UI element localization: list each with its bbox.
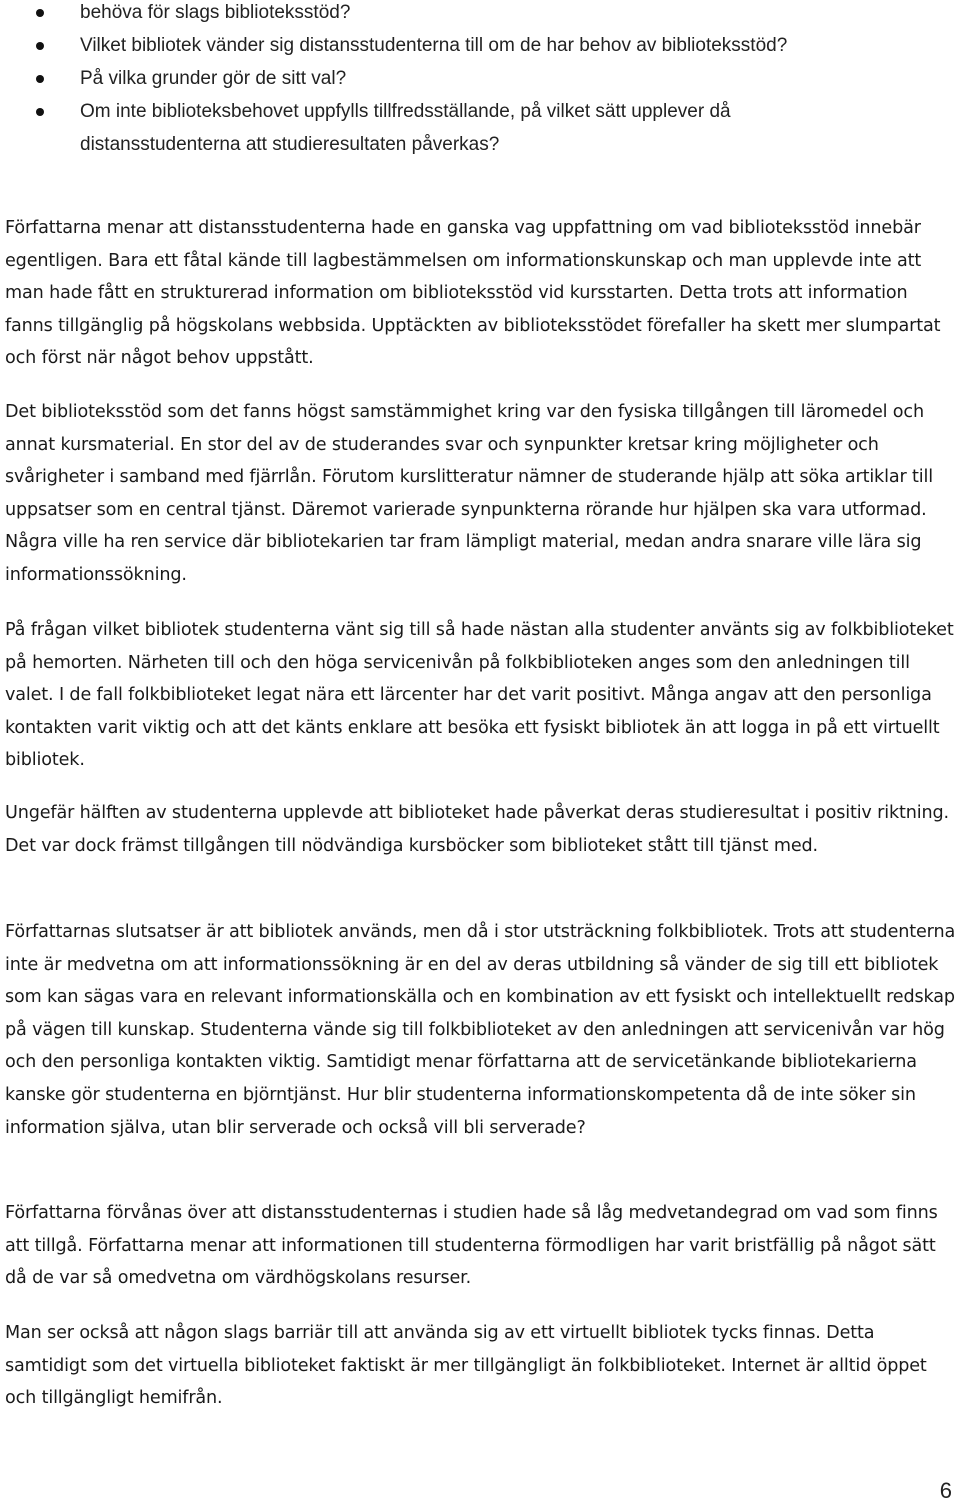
list-item-text: behöva för slags biblioteksstöd? bbox=[80, 2, 351, 23]
bullet-icon bbox=[36, 9, 44, 17]
list-item bbox=[0, 29, 960, 62]
list-item-text: På vilka grunder gör de sitt val? bbox=[80, 68, 347, 89]
bullet-icon bbox=[36, 108, 44, 116]
paragraph: Författarna menar att distansstudenterna hade en ganska vag uppfattning om vad biblioteksstöd innebär egentligen. Bara ett fåtal kände till lagbestämmelsen om informationskunskap och man upplevde inte att man hade fått en strukturerad information om biblioteksstöd vid kursstarten. Detta trots att information fanns tillgänglig på högskolans webbsida. Upptäckten av biblioteksstödet förefaller ha skett mer slumpartat och först när något behov uppstått. bbox=[5, 218, 941, 369]
list-item bbox=[0, 95, 940, 161]
bullet-icon bbox=[36, 42, 44, 50]
paragraph: Författarnas slutsatser är att bibliotek används, men då i stor utsträckning folkbibliotek. Trots att studenterna inte är medvetna om att informationssökning är en del av deras utbildning så vänder de sig till ett bibliotek som kan sägas vara en relevant informationskälla och en kombination av ett fysiskt och intellektuellt redskap på vägen till kunskap. Studenterna vände sig till folkbiblioteket av den anledningen att servicenivån var hög och den personliga kontakten viktig. Samtidigt menar författarna att de servicetänkande bibliotekarierna kanske gör studenterna en björntjänst. Hur blir studenterna informationskompetenta då de inte söker sin information själva, utan blir serverade och också vill bli serverade? bbox=[5, 922, 956, 1138]
question-list bbox=[0, 0, 960, 161]
paragraph: Det biblioteksstöd som det fanns högst samstämmighet kring var den fysiska tillgången till läromedel och annat kursmaterial. En stor del av de studerandes svar och synpunkter kretsar kring möjligheter och svårigheter i samband med fjärrlån. Förutom kurslitteratur nämner de studerande hjälp att söka artiklar till uppsatser som en central tjänst. Däremot varierade synpunkterna rörande hur hjälpen ska vara utformad. Några ville ha ren service där bibliotekarien tar fram lämpligt material, medan andra snarare ville lära sig informationssökning. bbox=[5, 402, 933, 585]
page-number: 6 bbox=[939, 1478, 952, 1503]
list-item-text: Vilket bibliotek vänder sig distansstudenterna till om de har behov av biblioteksstöd? bbox=[80, 35, 788, 56]
paragraph: Författarna förvånas över att distansstudenternas i studien hade så låg medvetandegrad om vad som finns att tillgå. Författarna menar att informationen till studenterna förmodligen har varit bristfällig på något sätt då de var så omedvetna om värdhögskolans resurser. bbox=[5, 1203, 938, 1289]
list-item bbox=[0, 0, 960, 29]
paragraph: Ungefär hälften av studenterna upplevde att biblioteket hade påverkat deras studieresultat i positiv riktning. Det var dock främst tillgången till nödvändiga kursböcker som biblioteket stått till tjänst med. bbox=[5, 803, 949, 856]
paragraph: På frågan vilket bibliotek studenterna vänt sig till så hade nästan alla studenter använts sig av folkbiblioteket på hemorten. Närheten till och den höga servicenivån på folkbiblioteken anges som den anledningen till valet. I de fall folkbiblioteket legat nära ett lärcenter har det varit positivt. Många angav att den personliga kontakten varit viktig och att det känts enklare att besöka ett fysiskt bibliotek än att logga in på ett virtuellt bibliotek. bbox=[5, 620, 954, 771]
list-item-text: Om inte biblioteksbehovet uppfylls tillfredsställande, på vilket sätt upplever då distansstudenterna att studieresultaten påverkas? bbox=[80, 101, 731, 155]
bullet-icon bbox=[36, 75, 44, 83]
paragraph: Man ser också att någon slags barriär till att använda sig av ett virtuellt bibliotek tycks finnas. Detta samtidigt som det virtuella biblioteket faktiskt är mer tillgängligt än folkbiblioteket. Internet är alltid öppet och tillgängligt hemifrån. bbox=[5, 1323, 927, 1409]
list-item bbox=[0, 62, 960, 95]
